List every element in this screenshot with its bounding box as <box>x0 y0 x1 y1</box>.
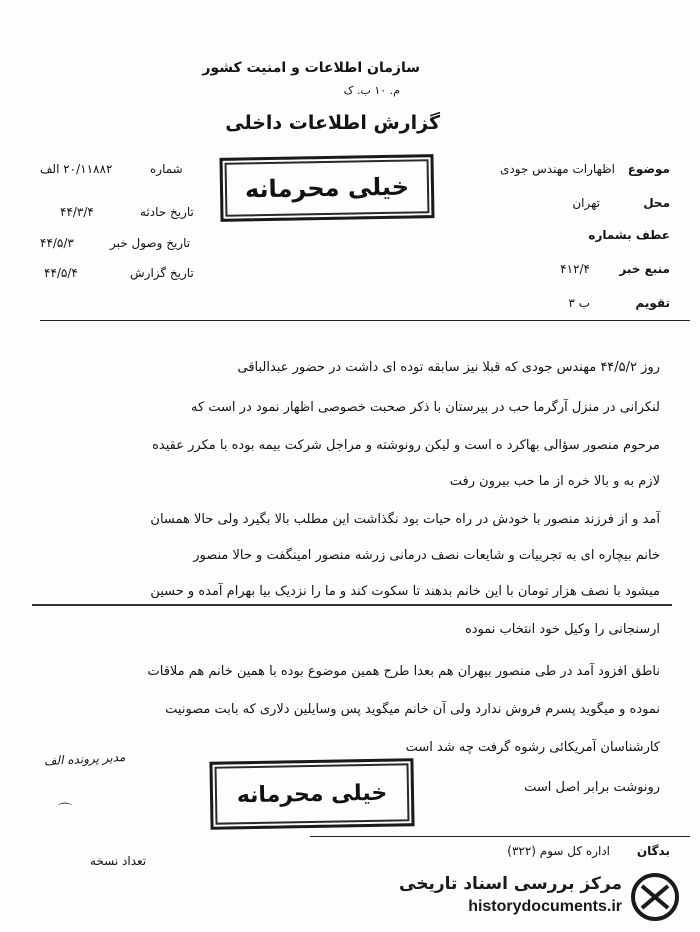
location-value: تهران <box>572 196 600 210</box>
margin-mark-icon: ⌒ <box>58 803 72 819</box>
receipt-date-value: ۴۴/۵/۳ <box>40 236 74 250</box>
reference-label: عطف بشماره <box>588 228 670 242</box>
location-label: محل <box>643 196 670 210</box>
copy-for-label: بدگان <box>636 844 670 858</box>
body-line: لازم به و بالا خره از ما حب بیرون رفت <box>449 474 660 489</box>
document-title: گزارش اطلاعات داخلی <box>225 112 440 134</box>
receipt-date-label: تاریخ وصول خبر <box>110 236 191 250</box>
organization-code: م. ۱۰ ب. ک <box>343 84 400 97</box>
report-date-value: ۴۴/۵/۴ <box>44 266 78 280</box>
body-line: آمد و از فرزند منصور با خودش در راه حیات بود نگذاشت این مطلب بالا بگیرد ولی حالا همسان <box>150 512 660 527</box>
body-line: مرحوم منصور سؤالی بهاکرد ه است و لیکن رونوشته و مراجل شرکت بیمه بوده با مکرر عقیده <box>152 438 660 453</box>
body-line: نموده و میگوید پسرم فروش ندارد ولی آن خانم میگوید پس وسایلین دلاری که بابت مصونیت <box>165 702 660 717</box>
copies-label: تعداد نسخه <box>90 854 147 868</box>
body-line: میشود با نصف هزار تومان با این خانم بدهند تا سکوت کند و ما را نزدیک بیا بهرام آمده و حسین <box>150 584 660 599</box>
body-line: خانم بیچاره ای به تجربیات و شایعات نصف درمانی زرشه منصور امینگفت و حالا منصور <box>193 548 660 563</box>
event-date-value: ۴۴/۳/۴ <box>60 205 94 219</box>
certified-copy-line: رونوشت برابر اصل است <box>524 780 660 795</box>
number-value: ۲۰/۱۱۸۸۲ الف <box>40 162 113 176</box>
archive-logo-icon <box>628 872 682 922</box>
subject-label: موضوع <box>627 162 670 176</box>
organization-name: سازمان اطلاعات و امنیت کشور <box>202 60 420 76</box>
body-line: لنکرانی در منزل آرگرما حب در بیرستان با ذکر صحبت خصوصی اظهار نمود در است که <box>190 400 660 415</box>
source-value: ۴۱۲/۴ <box>560 262 590 276</box>
copy-for-value: اداره کل سوم (۳۲۲) <box>507 844 610 858</box>
watermark-persian: مرکز بررسی اسناد تاریخی <box>399 874 622 894</box>
body-line: ارسنجانی را وکیل خود انتخاب نموده <box>464 622 660 637</box>
closing-divider <box>310 836 690 837</box>
handwritten-note: مدیر پرونده الف <box>43 749 126 769</box>
number-label: شماره <box>150 162 183 176</box>
subject-value: اظهارات مهندس جودی <box>499 162 615 176</box>
report-date-label: تاریخ گزارش <box>130 266 194 280</box>
evaluation-value: ب ۳ <box>568 296 590 310</box>
underline-mark <box>32 604 672 606</box>
source-label: منبع خبر <box>619 262 670 276</box>
body-line: ناطق افزود آمد در طی منصور بیهران هم بعدا طرح همین موضوع بوده با همین خانم هم ملاقات <box>147 664 660 679</box>
body-line: کارشناسان آمریکائی رشوه گرفت چه شد است <box>405 740 660 755</box>
top-secret-stamp-bottom: خیلی محرمانه <box>209 758 414 830</box>
header-divider <box>40 320 690 321</box>
watermark-url: historydocuments.ir <box>468 898 622 915</box>
top-secret-stamp: خیلی محرمانه <box>219 154 434 222</box>
event-date-label: تاریخ حادثه <box>140 205 194 219</box>
body-line: روز ۴۴/۵/۲ مهندس جودی که قبلا نیز سابقه توده ای داشت در حضور عبدالباقی <box>237 360 660 375</box>
evaluation-label: تقویم <box>635 296 670 310</box>
